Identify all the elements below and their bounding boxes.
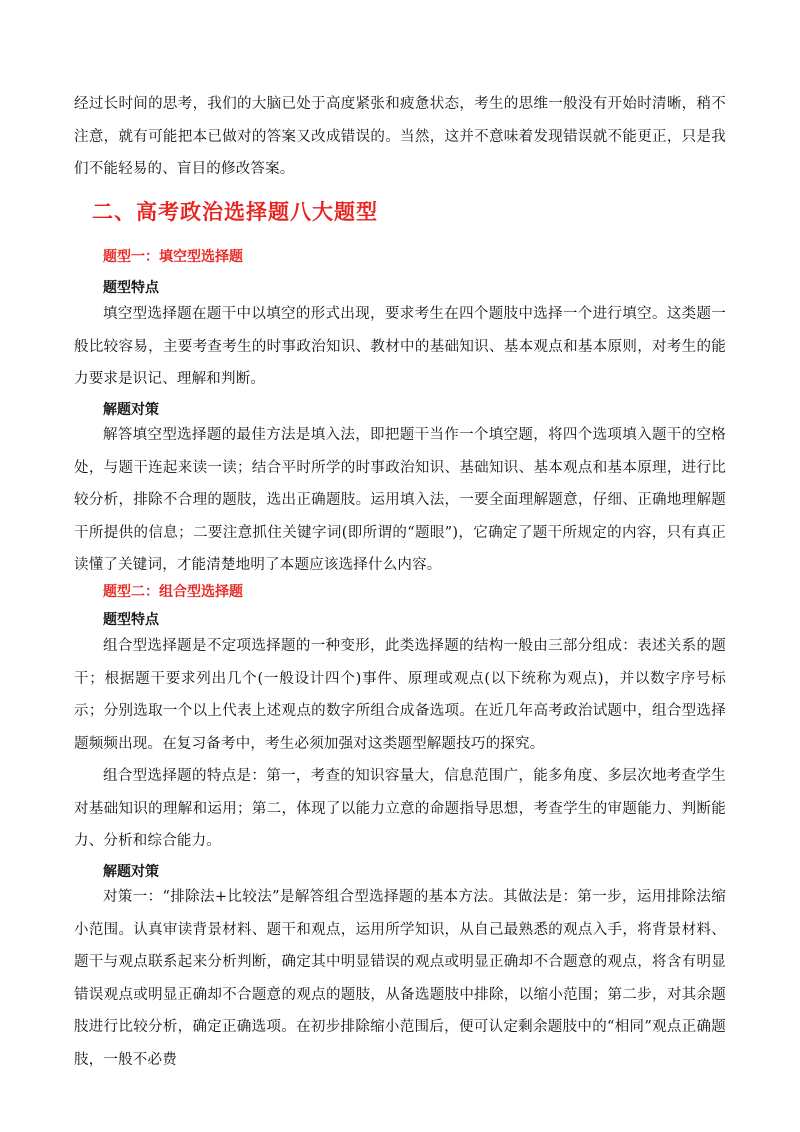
type1-strategy-text: 解答填空型选择题的最佳方法是填入法，即把题干当作一个填空题，将四个选项填入题干的空格处，与题干连起来读一读；结合平时所学的时事政治知识、基础知识、基本观点和基本原理，进行比较分析，排除不合理的题肢，选出正确题肢。运用填入法，一要全面理解题意，仔细、正确地理解题干所提供的信息；二要注意抓住关键字词(即所谓的“题眼”)，它确定了题干所规定的内容，只有真正读懂了关键词，才能清楚地明了本题应该选择什么内容。 <box>74 427 726 573</box>
type1-title: 题型一：填空型选择题 <box>103 249 243 265</box>
type2-features-heading: 题型特点 <box>103 612 159 628</box>
type1-features-text: 填空型选择题在题干中以填空的形式出现，要求考生在四个题肢中选择一个进行填空。这类题一般比较容易，主要考查考生的时事政治知识、教材中的基础知识、基本观点和基本原则，对考生的能力要求是识记、理解和判断。 <box>74 306 726 387</box>
section-title: 二、高考政治选择题八大题型 <box>92 200 378 224</box>
type1-features-heading: 题型特点 <box>103 280 159 296</box>
type2-strategy-heading: 解题对策 <box>103 864 159 880</box>
intro-paragraph: 经过长时间的思考，我们的大脑已处于高度紧张和疲惫状态，考生的思维一般没有开始时清晰，稍不注意，就有可能把本已做对的答案又改成错误的。当然，这并不意味着发现错误就不能更正，只是我们不能轻易的、盲目的修改答案。 <box>74 96 726 177</box>
type2-title: 题型二：组合型选择题 <box>103 584 243 600</box>
type2-features-text-1: 组合型选择题是不定项选择题的一种变形，此类选择题的结构一般由三部分组成：表述关系的题干；根据题干要求列出几个(一般设计四个)事件、原理或观点(以下统称为观点)，并以数字序号标示；分别选取一个以上代表上述观点的数字所组合成备选项。在近几年高考政治试题中，组合型选择题频频出现。在复习备考中，考生必须加强对这类题型解题技巧的探究。 <box>74 638 726 752</box>
type1-strategy-heading: 解题对策 <box>103 402 159 418</box>
type2-features-text-2: 组合型选择题的特点是：第一，考查的知识容量大，信息范围广，能多角度、多层次地考查学生对基础知识的理解和运用；第二，体现了以能力立意的命题指导思想，考查学生的审题能力、判断能力、分析和综合能力。 <box>74 768 726 849</box>
type2-strategy-text: 对策一：“排除法+比较法”是解答组合型选择题的基本方法。其做法是：第一步，运用排除法缩小范围。认真审读背景材料、题干和观点，运用所学知识，从自己最熟悉的观点入手，将背景材料、题干与观点联系起来分析判断，确定其中明显错误的观点或明显正确却不合题意的观点，将含有明显错误观点或明显正确却不合题意的观点的题肢，从备选题肢中排除，以缩小范围；第二步，对其余题肢进行比较分析，确定正确选项。在初步排除缩小范围后，便可认定剩余题肢中的“相同”观点正确题肢，一般不必费 <box>74 889 726 1068</box>
